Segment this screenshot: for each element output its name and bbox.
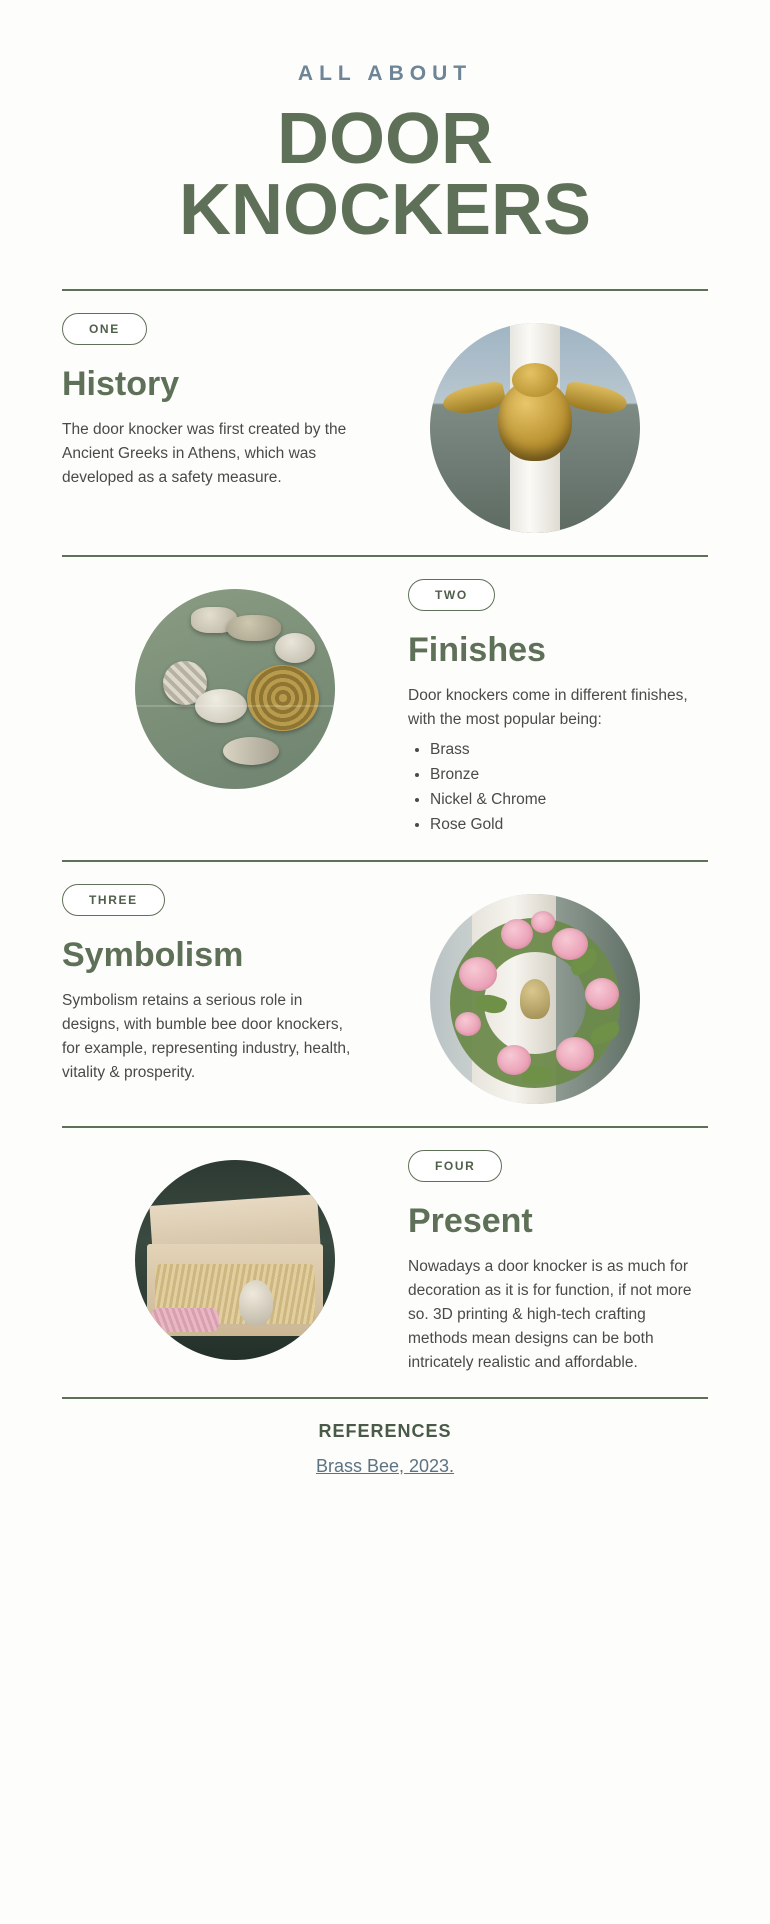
section-history-pill-wrap <box>62 313 362 345</box>
list-item: • Nickel & Chrome <box>430 788 708 812</box>
section-present-title: Present <box>408 1202 533 1241</box>
section-finishes-image-col <box>62 579 408 789</box>
rose-icon <box>455 1012 481 1036</box>
section-number-badge-four: FOUR <box>408 1150 502 1182</box>
list-item: • Brass <box>430 738 708 762</box>
section-symbolism-image-col <box>362 884 708 1104</box>
section-finishes-body: Door knockers come in different finishes, with the most popular being: <box>408 687 688 729</box>
section-present <box>62 1128 708 1397</box>
list-item: • Bronze <box>430 763 708 787</box>
door-knocker-icon <box>520 979 550 1019</box>
section-symbolism-title: Symbolism <box>62 936 244 975</box>
page-title-line1: DOOR <box>277 99 493 179</box>
gift-box-knocker-photo <box>135 1160 335 1360</box>
section-history-title: History <box>62 365 180 404</box>
section-history-text <box>62 313 362 490</box>
page-header <box>62 0 708 250</box>
section-number-badge-two: TWO <box>408 579 495 611</box>
knocker-piece-icon <box>223 737 279 765</box>
finishes-list <box>408 738 708 837</box>
knocker-piece-icon <box>247 665 319 731</box>
section-finishes-text <box>408 579 708 838</box>
tissue-paper-icon <box>151 1308 219 1332</box>
bee-wing-right-icon <box>563 380 629 418</box>
rose-icon <box>556 1037 594 1071</box>
section-present-image-col <box>62 1150 408 1360</box>
section-symbolism-body: Symbolism retains a serious role in designs, with bumble bee door knockers, for example, representing industry, health, vitality & prosperity. <box>62 992 351 1082</box>
section-history-image-col <box>362 313 708 533</box>
section-finishes <box>62 557 708 860</box>
section-symbolism <box>62 862 708 1126</box>
section-history-body: The door knocker was first created by the Ancient Greeks in Athens, which was developed as a safety measure. <box>62 421 347 487</box>
page-title <box>62 99 708 250</box>
door-knocker-icon <box>239 1280 273 1326</box>
bee-head-icon <box>512 363 558 397</box>
page-footer <box>62 1399 708 1477</box>
bee-wing-left-icon <box>441 380 507 418</box>
knocker-piece-icon <box>275 633 315 663</box>
section-present-pill-wrap <box>408 1150 708 1182</box>
section-symbolism-text <box>62 884 362 1085</box>
page-title-line2: KNOCKERS <box>178 169 592 250</box>
assorted-knockers-photo <box>135 589 335 789</box>
section-number-badge-three: THREE <box>62 884 165 916</box>
reference-link[interactable]: Brass Bee, 2023. <box>315 1456 455 1477</box>
section-history <box>62 291 708 555</box>
section-present-body: Nowadays a door knocker is as much for decoration as it is for function, if not more so. 3D printing & high-tech crafting methods mean designs can be both intricately realistic and affordable. <box>408 1258 692 1372</box>
floral-wreath-door-photo <box>430 894 640 1104</box>
eyebrow-text: ALL ABOUT <box>297 62 473 85</box>
rose-icon <box>531 911 555 933</box>
section-present-text <box>408 1150 708 1375</box>
section-finishes-title: Finishes <box>408 631 546 670</box>
knocker-piece-icon <box>227 615 281 641</box>
section-finishes-pill-wrap <box>408 579 708 611</box>
knocker-piece-icon <box>195 689 247 723</box>
bee-door-knocker-photo <box>430 323 640 533</box>
section-number-badge-one: ONE <box>62 313 147 345</box>
section-symbolism-pill-wrap <box>62 884 362 916</box>
rose-icon <box>552 928 588 960</box>
list-item: • Rose Gold <box>430 813 708 837</box>
references-title: REFERENCES <box>318 1421 452 1442</box>
